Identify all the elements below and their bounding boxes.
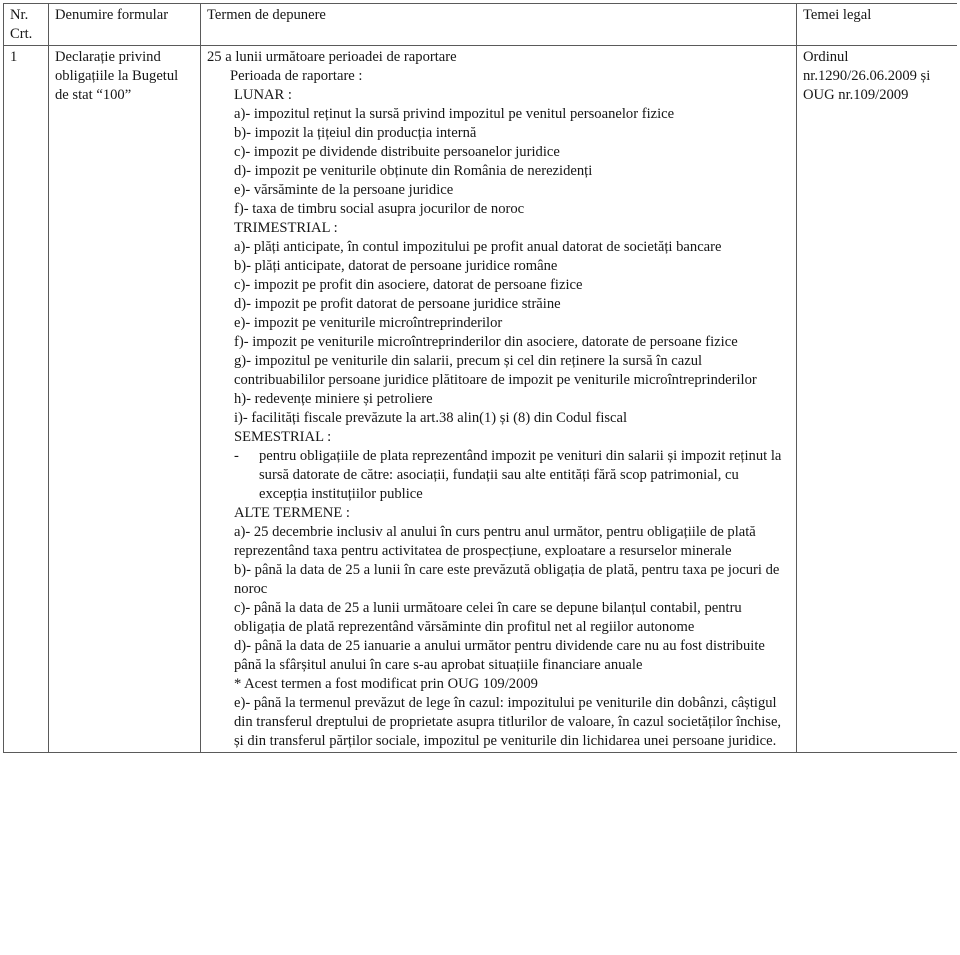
table-row <box>4 46 958 753</box>
header-nr: Nr. Crt. <box>4 4 49 46</box>
monthly-item: a)- impozitul reținut la sursă privind impozitul pe venitul persoanelor fizice <box>234 106 675 122</box>
other-item: a)- 25 decembrie inclusiv al anului în curs pentru anul următor, pentru obligațiile de plată reprezentând taxa pentru activitatea de prospecțiune, exploatare a resurselor minerale <box>234 524 756 559</box>
monthly-item: e)- vărsăminte de la persoane juridice <box>234 182 454 198</box>
other-item: c)- până la data de 25 a lunii următoare celei în care se depune bilanțul contabil, pentru obligația de plată reprezentând vărsăminte din profitul net al regiilor autonome <box>234 600 742 635</box>
cell-nr: 1 <box>4 46 49 753</box>
header-name: Denumire formular <box>49 4 201 46</box>
cell-deadline <box>201 46 797 753</box>
legal-basis: Ordinul nr.1290/26.06.2009 și OUG nr.109/2009 <box>803 49 931 103</box>
other-title: ALTE TERMENE : <box>234 505 350 521</box>
header-legal: Temei legal <box>797 4 958 46</box>
deadline-intro: 25 a lunii următoare perioadei de raportare <box>207 49 457 65</box>
quarterly-item: g)- impozitul pe veniturile din salarii, precum și cel din reținere la sursă în cazul contribuabililor persoane juridice plătitoare de impozit pe veniturile microîntreprinderilor <box>234 353 757 388</box>
other-item: e)- până la termenul prevăzut de lege în cazul: impozitului pe veniturile din dobânzi, câștigul din transferul dreptului de proprietate asupra titlurilor de valoare, în cazul societăților închise, și din transferul părților sociale, impozitul pe veniturile din lichidarea unei persoane juridice. <box>234 695 782 749</box>
other-note: * Acest termen a fost modificat prin OUG 109/2009 <box>234 676 538 692</box>
quarterly-item: d)- impozit pe profit datorat de persoane juridice străine <box>234 296 561 312</box>
monthly-item: c)- impozit pe dividende distribuite persoanelor juridice <box>234 144 560 160</box>
quarterly-item: i)- facilități fiscale prevăzute la art.38 alin(1) și (8) din Codul fiscal <box>234 410 628 426</box>
cell-legal <box>797 46 958 753</box>
quarterly-item: b)- plăți anticipate, datorat de persoane juridice române <box>234 258 558 274</box>
semiannual-item <box>207 447 791 504</box>
header-deadline: Termen de depunere <box>201 4 797 46</box>
header-row <box>4 4 958 46</box>
other-item: b)- până la data de 25 a lunii în care este prevăzută obligația de plată, pentru taxa pe jocuri de noroc <box>234 562 780 597</box>
monthly-item: f)- taxa de timbru social asupra jocurilor de noroc <box>234 201 525 217</box>
document-page <box>3 3 957 952</box>
monthly-item: d)- impozit pe veniturile obținute din România de nerezidenți <box>234 163 593 179</box>
other-item: d)- până la data de 25 ianuarie a anului următor pentru dividende care nu au fost distribuite până la sfârșitul anului în care s-au aprobat situațiile financiare anuale <box>234 638 765 673</box>
quarterly-item: c)- impozit pe profit din asociere, datorat de persoane fizice <box>234 277 583 293</box>
quarterly-item: a)- plăți anticipate, în contul impozitului pe profit anual datorat de societăți bancare <box>234 239 722 255</box>
semiannual-title: SEMESTRIAL : <box>234 429 332 445</box>
quarterly-title: TRIMESTRIAL : <box>234 220 338 236</box>
cell-name <box>49 46 201 753</box>
quarterly-item: h)- redevențe miniere și petroliere <box>234 391 433 407</box>
form-name: Declarație privind obligațiile la Bugetul de stat “100” <box>55 49 179 103</box>
period-label: Perioada de raportare : <box>230 68 363 84</box>
monthly-item: b)- impozit la țițeiul din producția internă <box>234 125 477 141</box>
semiannual-item-text: pentru obligațiile de plata reprezentând impozit pe venituri din salarii și impozit reținut la sursă datorate de către: asociații, fundații sau alte entități fără scop patrimonial, cu excepția instituțiilor publice <box>259 448 782 502</box>
quarterly-item: e)- impozit pe veniturile microîntreprinderilor <box>234 315 503 331</box>
list-dash: - <box>234 448 239 464</box>
quarterly-item: f)- impozit pe veniturile microîntreprinderilor din asociere, datorate de persoane fizice <box>234 334 738 350</box>
monthly-title: LUNAR : <box>234 87 292 103</box>
forms-table <box>3 3 957 753</box>
